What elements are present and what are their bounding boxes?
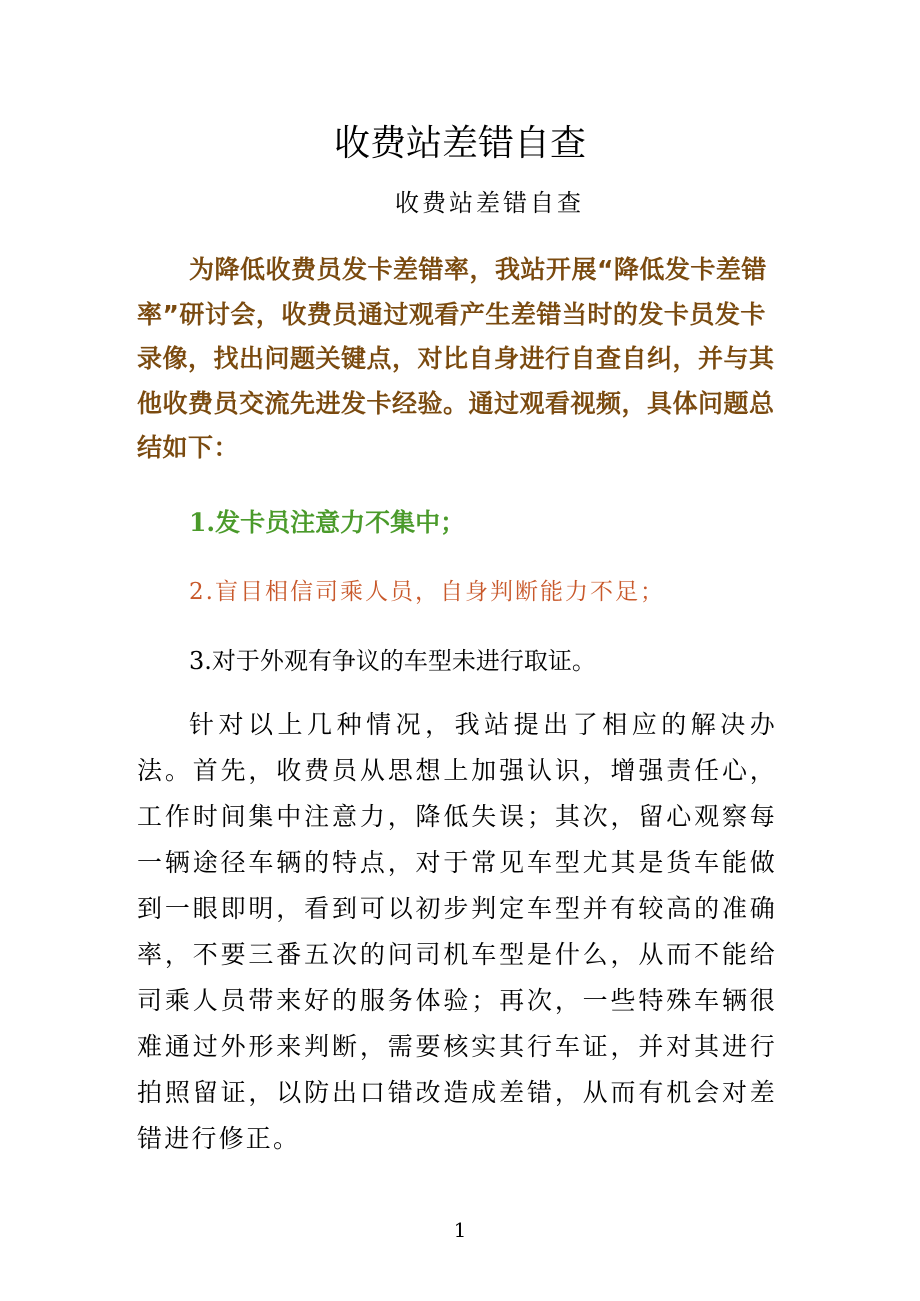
document-subtitle: 收费站差错自查 <box>395 189 584 217</box>
page-number: 1 <box>453 1218 467 1242</box>
document-title: 收费站差错自查 <box>333 123 586 164</box>
solution-paragraph: 针对以上几种情况，我站提出了相应的解决办法。首先，收费员从思想上加强认识，增强责任心，工作时间集中注意力，降低失误；其次，留心观察每一辆途径车辆的特点，对于常见车型尤其是货车能做到一眼即明，看到可以初步判定车型并有较高的准确率，不要三番五次的问司机车型是什么，从而不能给司乘人员带来好的服务体验；再次，一些特殊车辆很难通过外形来判断，需要核实其行车证，并对其进行拍照留证，以防出口错改造成差错，从而有机会对差错进行修正。 <box>137 710 777 1153</box>
intro-paragraph: 为降低收费员发卡差错率，我站开展“降低发卡差错率”研讨会，收费员通过观看产生差错当时的发卡员发卡录像，找出问题关键点，对比自身进行自查自纠，并与其他收费员交流先进发卡经验。通过观看视频，具体问题总结如下： <box>137 255 775 462</box>
problem-item-3: 3.对于外观有争议的车型未进行取证。 <box>189 647 596 675</box>
problem-item-1: 1.发卡员注意力不集中； <box>189 508 466 537</box>
problem-item-2: 2.盲目相信司乘人员，自身判断能力不足； <box>189 579 665 605</box>
